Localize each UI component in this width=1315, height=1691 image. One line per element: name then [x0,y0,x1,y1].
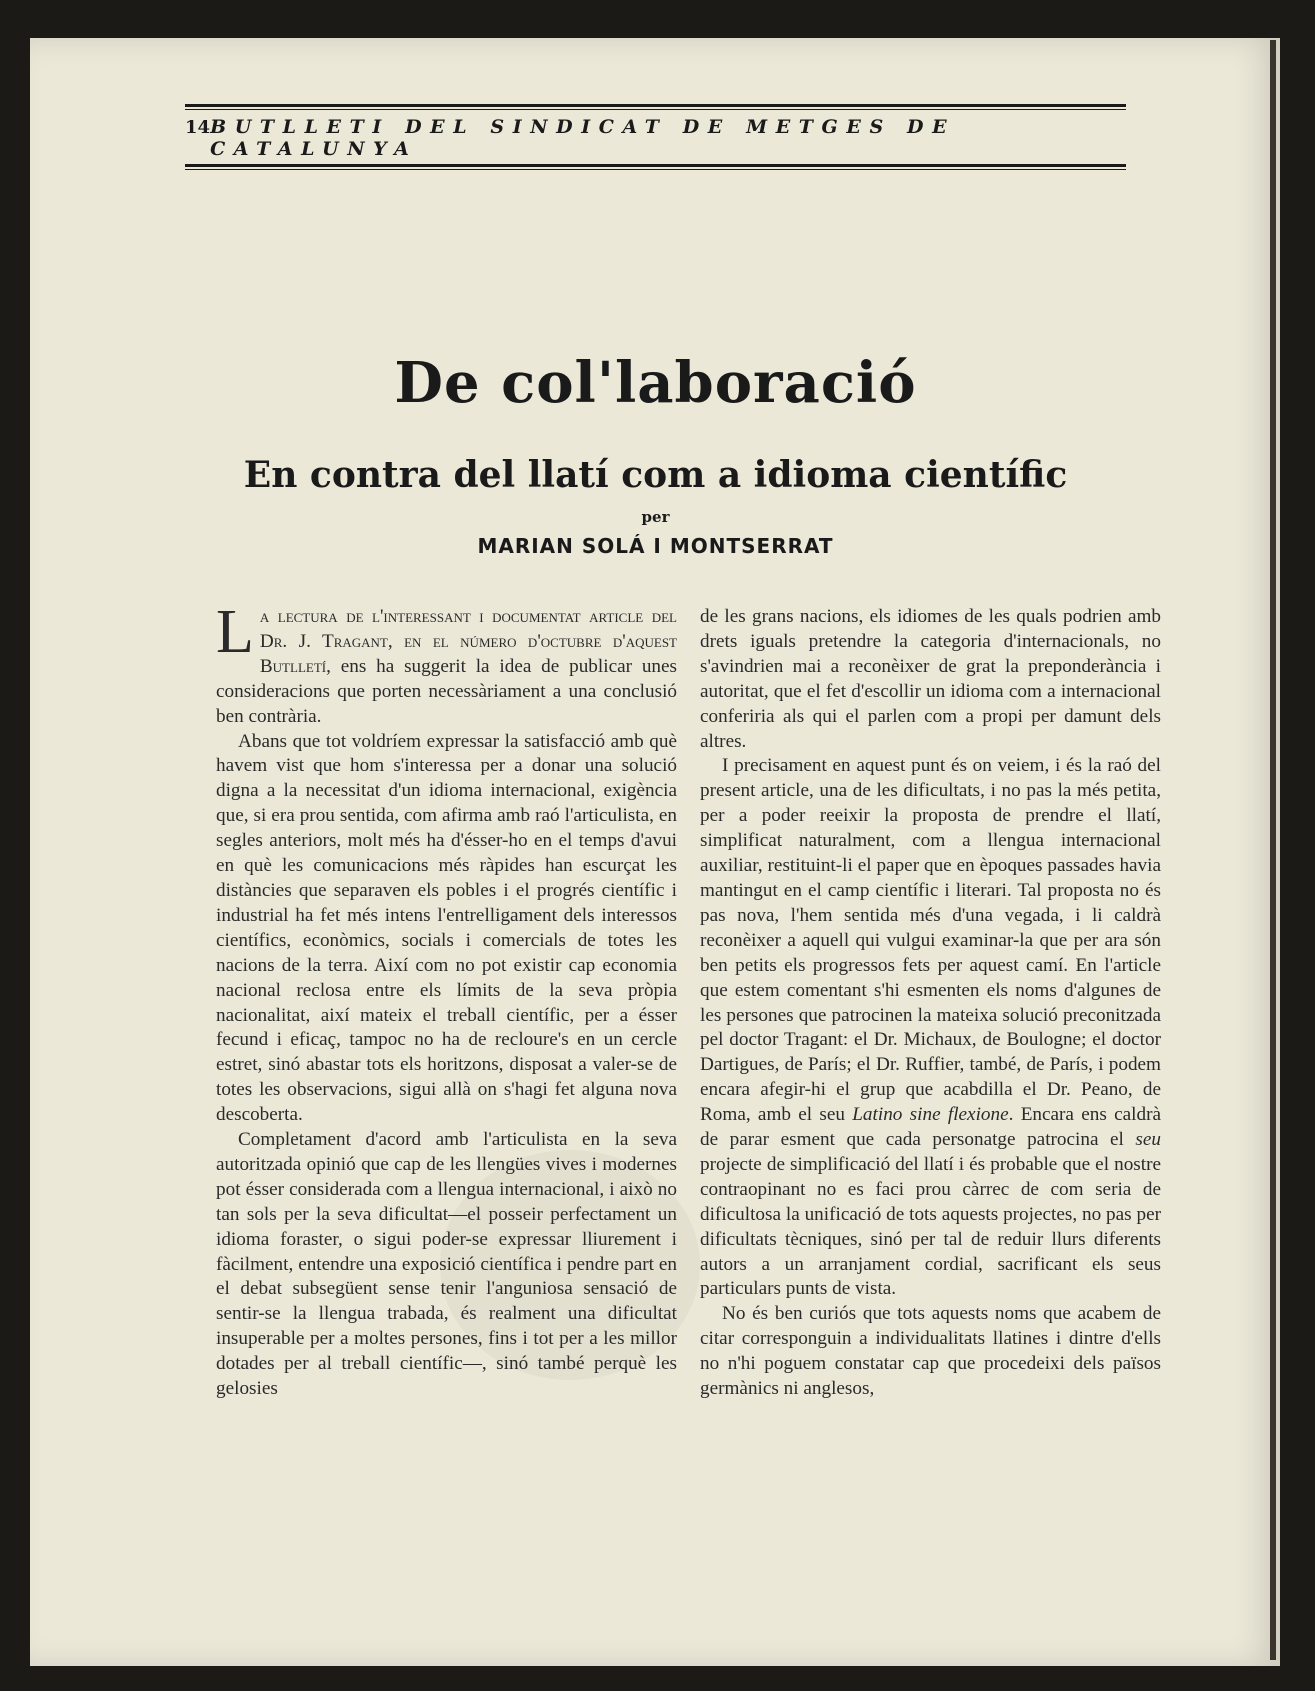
journal-title: BUTLLETI DEL SINDICAT DE METGES DE CATALUNYA [210,116,956,160]
left-column [216,598,677,1402]
byline-prefix: per [641,508,670,526]
header-row [185,110,1126,164]
book-spine [1270,40,1276,1660]
paragraph-text: . Encara ens caldrà de parar esment que cada personatge patrocina el [700,1104,1161,1151]
journal-name-inline: Butlletí [259,655,327,677]
italic-word: seu [1135,1129,1161,1151]
paragraph-text: , ens ha suggerit la idea de publicar unes consideracions que porten necessàriament a una conclusió ben contrària. [216,655,677,727]
paragraph-text: projecte de simplificació del llatí i és probable que el nostre contraopinant no es faci prou càrrec de com seria de dificultosa la unificació de tots aquests projectes, no pas per dificultats tècniques, sinó per tal de reduir llurs diferents autors a un arranjament cordial, sacrificant els seus particulars punts de vista. [700,1153,1161,1300]
paragraph: de les grans nacions, els idiomes de les quals podrien amb drets iguals pretendre la categoria d'internacionals, no s'avindrien mai a reconèixer de grat la preponderància i autoritat, que el fet d'escollir un idioma com a internacional conferiria als qui el parlen com a propi per damunt dels altres. [700,606,1161,752]
paragraph: Completament d'acord amb l'articulista en la seva autoritzada opinió que cap de les llengües vives i modernes pot ésser considerada com a llengua internacional, i això no tan sols per la seva dificultat—el posseir perfectament un idioma foraster, o sigui poder-se expressar lliurement i fàcilment, entendre una exposició científica i pendre part en el debat subsegüent sense tenir l'anguniosa sensació de sentir-se la llengua trabada, és realment una dificultat insuperable per a moltes persones, fins i tot per a les millor dotades per al treball científic—, sinó també perquè les gelosies [216,1129,677,1400]
paragraph-text: a lectura de l'interessant i documentat article del Dr. J. Tragant, en el número d'octubre d'aquest [259,606,677,652]
article-subtitle: En contra del llatí com a idioma científic [243,454,1068,496]
paragraph: Abans que tot voldríem expressar la satisfacció amb què havem vist que hom s'interessa per a donar una solució digna a la necessitat d'un idioma internacional, exigència que, si era prou sentida, com afirma amb raó l'articulista, en segles anteriors, molt més ha d'ésser-ho en el temps d'avui en què les comunicacions més ràpides han escurçat les distàncies que separaven els pobles i el progrés científic i industrial ha fet més intens l'entrelligament dels interessos científics, econòmics, socials i comercials de totes les nacions de la terra. Així com no pot existir cap economia nacional reclosa entre els límits de la seva pròpia nacionalitat, així mateix el treball científic, per a ésser fecund i eficaç, tampoc no ha de recloure's en un cercle estret, sinó abastar tots els horitzons, disposat a valer-se de totes les observacions, sigui allà on s'hagi fet alguna nova descoberta. [216,730,677,1126]
header-rule-bottom-thin [185,169,1126,170]
header-rule-bottom [185,164,1126,167]
page-number: 14 [185,117,211,138]
drop-cap: L [216,598,254,666]
paragraph-text: I precisament en aquest punt és on veiem, i és la raó del present article, una de les dificultats, i no pas la més petita, per a poder reeixir la proposta de prendre el llatí, simplificat naturalment, com a llengua internacional auxiliar, restituint-li el paper que en èpoques passades havia mantingut en el camp científic i literari. Tal proposta no és pas nova, l'hem sentida més d'una vegada, i li caldrà reconèixer a aquell qui vulgui examinar-la que per ara són ben petits els progressos fets per aquest camí. En l'article que estem comentant s'hi esmenten els noms d'algunes de les persones que patrocinen la mateixa solució preconitzada pel doctor Tragant: el Dr. Michaux, de Boulogne; el doctor Dartigues, de París; el Dr. Ruffier, també, de París, i podem encara afegir-hi el grup que acabdilla el Dr. Peano, de Roma, amb el seu [700,755,1161,1126]
section-title: De col'laboració [394,350,917,416]
header-rule-top [185,104,1126,107]
paragraph [216,598,677,730]
article-heading [185,350,1126,558]
paragraph: No és ben curiós que tots aquests noms que acabem de citar corresponguin a individualitats llatines i dintre d'ells no n'hi poguem constatar cap que procedeixi dels països germànics ni anglesos, [700,1303,1161,1400]
italic-title: Latino sine flexione [852,1104,1009,1126]
right-column [700,605,1161,1402]
author-name: MARIAN SOLÁ I MONTSERRAT [477,534,834,558]
running-header [185,104,1126,170]
paragraph [700,754,1161,1302]
